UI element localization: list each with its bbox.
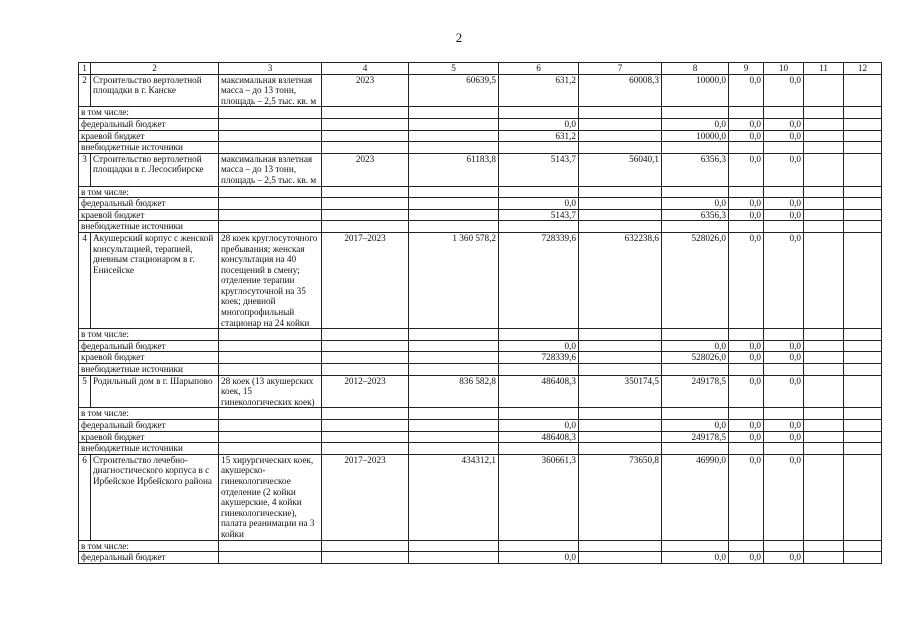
- value-col-8: 528026,0: [662, 352, 729, 364]
- value-col-10: [764, 364, 804, 376]
- empty-cell: [409, 352, 499, 364]
- value-col-10: 0,0: [764, 198, 804, 210]
- empty-cell: [804, 186, 844, 198]
- value-col-6: 728339,6: [499, 232, 579, 328]
- table-row: [79, 232, 882, 328]
- value-col-7: 73650,8: [579, 454, 662, 540]
- empty-cell: [219, 107, 322, 119]
- empty-cell: [804, 340, 844, 352]
- empty-cell: [322, 443, 409, 455]
- value-col-8: 0,0: [662, 118, 729, 130]
- empty-cell: [219, 198, 322, 210]
- empty-cell: [219, 186, 322, 198]
- empty-cell: [219, 130, 322, 142]
- funding-source-label: федеральный бюджет: [79, 552, 219, 564]
- table-subrow: [79, 443, 882, 455]
- value-col-6: [499, 540, 579, 552]
- empty-cell: [322, 431, 409, 443]
- value-col-9: [729, 443, 764, 455]
- empty-cell: [844, 107, 882, 119]
- empty-cell: [322, 364, 409, 376]
- empty-cell: [579, 443, 662, 455]
- value-col-6: 0,0: [499, 420, 579, 432]
- empty-cell: [844, 209, 882, 221]
- empty-cell: [804, 130, 844, 142]
- empty-cell: [322, 186, 409, 198]
- header-cell: 12: [844, 63, 882, 75]
- value-col-10: 0,0: [764, 552, 804, 564]
- value-col-10: 0,0: [764, 232, 804, 328]
- empty-cell: [579, 364, 662, 376]
- value-col-6: [499, 408, 579, 420]
- value-col-9: [729, 364, 764, 376]
- value-col-10: [764, 221, 804, 233]
- empty-cell: [322, 118, 409, 130]
- table-subrow: [79, 408, 882, 420]
- value-col-9: [729, 329, 764, 341]
- empty-cell: [409, 209, 499, 221]
- value-col-10: [764, 186, 804, 198]
- value-col-12: [844, 153, 882, 186]
- empty-cell: [409, 186, 499, 198]
- value-col-11: [804, 454, 844, 540]
- table-subrow: [79, 186, 882, 198]
- empty-cell: [844, 221, 882, 233]
- empty-cell: [219, 431, 322, 443]
- empty-cell: [322, 209, 409, 221]
- empty-cell: [844, 552, 882, 564]
- table-subrow: [79, 364, 882, 376]
- value-col-6: 0,0: [499, 340, 579, 352]
- empty-cell: [409, 118, 499, 130]
- value-col-9: 0,0: [729, 420, 764, 432]
- empty-cell: [579, 431, 662, 443]
- empty-cell: [804, 221, 844, 233]
- header-cell: 3: [219, 63, 322, 75]
- value-col-10: 0,0: [764, 431, 804, 443]
- table-row: [79, 153, 882, 186]
- empty-cell: [579, 198, 662, 210]
- empty-cell: [219, 420, 322, 432]
- value-col-8: 249178,5: [662, 375, 729, 408]
- row-number: 3: [79, 153, 91, 186]
- construction-period: 2017–2023: [322, 232, 409, 328]
- table-subrow: [79, 221, 882, 233]
- value-col-9: 0,0: [729, 431, 764, 443]
- value-col-9: 0,0: [729, 209, 764, 221]
- empty-cell: [322, 107, 409, 119]
- value-col-8: [662, 107, 729, 119]
- object-name: Родильный дом в г. Шарыпово: [91, 375, 219, 408]
- value-col-8: 6356,3: [662, 153, 729, 186]
- value-col-8: 528026,0: [662, 232, 729, 328]
- object-name: Строительство лечебно-диагностического корпуса в с Ирбейское Ирбейского района: [91, 454, 219, 540]
- row-number: 4: [79, 232, 91, 328]
- empty-cell: [322, 408, 409, 420]
- value-col-6: 0,0: [499, 552, 579, 564]
- value-col-10: 0,0: [764, 340, 804, 352]
- empty-cell: [409, 107, 499, 119]
- value-col-11: [804, 232, 844, 328]
- empty-cell: [219, 364, 322, 376]
- empty-cell: [409, 340, 499, 352]
- empty-cell: [579, 352, 662, 364]
- value-col-8: 0,0: [662, 340, 729, 352]
- empty-cell: [219, 540, 322, 552]
- object-capacity: 28 коек (13 акушерских коек, 15 гинекологических коек): [219, 375, 322, 408]
- table-row: [79, 454, 882, 540]
- table-subrow: [79, 209, 882, 221]
- empty-cell: [322, 130, 409, 142]
- value-col-8: 46990,0: [662, 454, 729, 540]
- empty-cell: [409, 552, 499, 564]
- empty-cell: [804, 364, 844, 376]
- object-name: Строительство вертолетной площадки в г. Лесосибирске: [91, 153, 219, 186]
- table-subrow: [79, 329, 882, 341]
- funding-source-label: федеральный бюджет: [79, 420, 219, 432]
- funding-source-label: в том числе:: [79, 408, 219, 420]
- object-capacity: максимальная взлетная масса – до 13 тонн, площадь – 2,5 тыс. кв. м: [219, 74, 322, 107]
- value-col-6: 728339,6: [499, 352, 579, 364]
- funding-source-label: в том числе:: [79, 107, 219, 119]
- empty-cell: [219, 118, 322, 130]
- empty-cell: [804, 408, 844, 420]
- value-col-8: [662, 221, 729, 233]
- funding-source-label: федеральный бюджет: [79, 198, 219, 210]
- empty-cell: [409, 431, 499, 443]
- empty-cell: [219, 221, 322, 233]
- table-subrow: [79, 118, 882, 130]
- object-capacity: 15 хирургических коек, акушерско-гинекологическое отделение (2 койки акушерские, 4 койки гинекологические), палата реанимации на 3 койки: [219, 454, 322, 540]
- construction-period: 2012–2023: [322, 375, 409, 408]
- table-subrow: [79, 198, 882, 210]
- empty-cell: [322, 198, 409, 210]
- empty-cell: [409, 221, 499, 233]
- empty-cell: [322, 329, 409, 341]
- value-col-6: 0,0: [499, 118, 579, 130]
- value-col-6: 5143,7: [499, 209, 579, 221]
- construction-period: 2017–2023: [322, 454, 409, 540]
- empty-cell: [219, 443, 322, 455]
- value-col-8: [662, 443, 729, 455]
- empty-cell: [804, 142, 844, 154]
- value-col-6: 631,2: [499, 74, 579, 107]
- funding-source-label: внебюджетные источники: [79, 364, 219, 376]
- empty-cell: [322, 540, 409, 552]
- empty-cell: [804, 352, 844, 364]
- value-col-9: 0,0: [729, 118, 764, 130]
- empty-cell: [322, 221, 409, 233]
- value-col-8: 0,0: [662, 552, 729, 564]
- value-col-6: [499, 364, 579, 376]
- empty-cell: [409, 420, 499, 432]
- value-col-8: [662, 142, 729, 154]
- row-number: 2: [79, 74, 91, 107]
- value-col-9: [729, 408, 764, 420]
- value-col-8: 0,0: [662, 420, 729, 432]
- empty-cell: [409, 130, 499, 142]
- value-col-7: 60008,3: [579, 74, 662, 107]
- value-col-9: 0,0: [729, 153, 764, 186]
- value-col-7: 632238,6: [579, 232, 662, 328]
- value-col-9: 0,0: [729, 340, 764, 352]
- value-col-8: 10000,0: [662, 130, 729, 142]
- empty-cell: [579, 221, 662, 233]
- header-cell: 8: [662, 63, 729, 75]
- funding-source-label: в том числе:: [79, 186, 219, 198]
- empty-cell: [804, 540, 844, 552]
- empty-cell: [219, 352, 322, 364]
- value-col-9: 0,0: [729, 130, 764, 142]
- value-col-10: 0,0: [764, 375, 804, 408]
- funding-table: [78, 62, 882, 564]
- value-col-9: [729, 186, 764, 198]
- value-col-10: 0,0: [764, 74, 804, 107]
- estimated-cost: 61183,8: [409, 153, 499, 186]
- value-col-7: 56040,1: [579, 153, 662, 186]
- value-col-8: 10000,0: [662, 74, 729, 107]
- value-col-8: 0,0: [662, 198, 729, 210]
- value-col-12: [844, 454, 882, 540]
- value-col-9: 0,0: [729, 74, 764, 107]
- empty-cell: [844, 443, 882, 455]
- empty-cell: [579, 408, 662, 420]
- funding-source-label: внебюджетные источники: [79, 142, 219, 154]
- empty-cell: [409, 329, 499, 341]
- funding-source-label: краевой бюджет: [79, 352, 219, 364]
- object-name: Акушерский корпус с женской консультацией, терапией, дневным стационаром в г. Енисейске: [91, 232, 219, 328]
- header-cell: 2: [91, 63, 219, 75]
- value-col-9: [729, 221, 764, 233]
- table-subrow: [79, 420, 882, 432]
- empty-cell: [409, 364, 499, 376]
- value-col-12: [844, 74, 882, 107]
- row-number: 6: [79, 454, 91, 540]
- page-number: 2: [455, 30, 463, 45]
- value-col-6: [499, 142, 579, 154]
- value-col-6: 486408,3: [499, 375, 579, 408]
- header-cell: 9: [729, 63, 764, 75]
- table-subrow: [79, 352, 882, 364]
- empty-cell: [322, 142, 409, 154]
- empty-cell: [409, 408, 499, 420]
- value-col-10: 0,0: [764, 118, 804, 130]
- empty-cell: [844, 364, 882, 376]
- table-subrow: [79, 130, 882, 142]
- empty-cell: [804, 431, 844, 443]
- value-col-6: [499, 186, 579, 198]
- table-row: [79, 74, 882, 107]
- value-col-10: [764, 107, 804, 119]
- value-col-6: 631,2: [499, 130, 579, 142]
- empty-cell: [804, 107, 844, 119]
- value-col-10: 0,0: [764, 454, 804, 540]
- empty-cell: [844, 329, 882, 341]
- empty-cell: [322, 552, 409, 564]
- empty-cell: [579, 209, 662, 221]
- estimated-cost: 60639,5: [409, 74, 499, 107]
- value-col-10: [764, 408, 804, 420]
- empty-cell: [844, 186, 882, 198]
- empty-cell: [844, 420, 882, 432]
- empty-cell: [322, 340, 409, 352]
- value-col-9: 0,0: [729, 198, 764, 210]
- value-col-10: [764, 329, 804, 341]
- table-subrow: [79, 142, 882, 154]
- header-row: [79, 63, 882, 75]
- funding-source-label: федеральный бюджет: [79, 118, 219, 130]
- empty-cell: [579, 540, 662, 552]
- empty-cell: [409, 540, 499, 552]
- construction-period: 2023: [322, 74, 409, 107]
- value-col-8: [662, 329, 729, 341]
- value-col-11: [804, 74, 844, 107]
- value-col-6: 360661,3: [499, 454, 579, 540]
- value-col-11: [804, 153, 844, 186]
- funding-source-label: внебюджетные источники: [79, 221, 219, 233]
- value-col-8: [662, 408, 729, 420]
- value-col-8: [662, 186, 729, 198]
- value-col-6: 0,0: [499, 198, 579, 210]
- value-col-12: [844, 232, 882, 328]
- value-col-10: 0,0: [764, 153, 804, 186]
- funding-source-label: краевой бюджет: [79, 130, 219, 142]
- empty-cell: [844, 408, 882, 420]
- empty-cell: [804, 420, 844, 432]
- table-row: [79, 375, 882, 408]
- value-col-6: 486408,3: [499, 431, 579, 443]
- estimated-cost: 836 582,8: [409, 375, 499, 408]
- estimated-cost: 434312,1: [409, 454, 499, 540]
- empty-cell: [579, 118, 662, 130]
- value-col-6: [499, 221, 579, 233]
- empty-cell: [579, 130, 662, 142]
- empty-cell: [844, 142, 882, 154]
- empty-cell: [579, 329, 662, 341]
- value-col-9: 0,0: [729, 352, 764, 364]
- value-col-9: 0,0: [729, 552, 764, 564]
- empty-cell: [579, 420, 662, 432]
- empty-cell: [844, 118, 882, 130]
- value-col-10: [764, 540, 804, 552]
- table-subrow: [79, 540, 882, 552]
- value-col-6: 5143,7: [499, 153, 579, 186]
- header-cell: 1: [79, 63, 91, 75]
- empty-cell: [219, 209, 322, 221]
- value-col-10: [764, 443, 804, 455]
- value-col-10: 0,0: [764, 130, 804, 142]
- funding-source-label: краевой бюджет: [79, 431, 219, 443]
- object-capacity: максимальная взлетная масса – до 13 тонн, площадь – 2,5 тыс. кв. м: [219, 153, 322, 186]
- value-col-6: [499, 329, 579, 341]
- value-col-10: 0,0: [764, 420, 804, 432]
- value-col-8: 249178,5: [662, 431, 729, 443]
- empty-cell: [219, 340, 322, 352]
- value-col-9: [729, 107, 764, 119]
- empty-cell: [844, 352, 882, 364]
- value-col-8: [662, 540, 729, 552]
- empty-cell: [219, 329, 322, 341]
- empty-cell: [322, 420, 409, 432]
- empty-cell: [579, 552, 662, 564]
- value-col-8: 6356,3: [662, 209, 729, 221]
- row-number: 5: [79, 375, 91, 408]
- funding-source-label: в том числе:: [79, 540, 219, 552]
- estimated-cost: 1 360 578,2: [409, 232, 499, 328]
- value-col-9: 0,0: [729, 375, 764, 408]
- value-col-7: 350174,5: [579, 375, 662, 408]
- funding-source-label: внебюджетные источники: [79, 443, 219, 455]
- empty-cell: [219, 552, 322, 564]
- header-cell: 6: [499, 63, 579, 75]
- empty-cell: [579, 107, 662, 119]
- empty-cell: [579, 186, 662, 198]
- table-subrow: [79, 431, 882, 443]
- construction-period: 2023: [322, 153, 409, 186]
- empty-cell: [804, 329, 844, 341]
- value-col-10: 0,0: [764, 209, 804, 221]
- table-subrow: [79, 340, 882, 352]
- value-col-11: [804, 375, 844, 408]
- value-col-6: [499, 107, 579, 119]
- funding-source-label: федеральный бюджет: [79, 340, 219, 352]
- empty-cell: [844, 431, 882, 443]
- value-col-9: [729, 142, 764, 154]
- object-capacity: 28 коек круглосуточного пребывания; женская консультация на 40 посещений в смену; отделение терапии круглосуточной на 35 коек; дневной многопрофильный стационар на 24 койки: [219, 232, 322, 328]
- table-subrow: [79, 552, 882, 564]
- header-cell: 7: [579, 63, 662, 75]
- object-name: Строительство вертолетной площадки в г. Канске: [91, 74, 219, 107]
- empty-cell: [804, 443, 844, 455]
- header-cell: 5: [409, 63, 499, 75]
- empty-cell: [219, 408, 322, 420]
- value-col-9: 0,0: [729, 454, 764, 540]
- empty-cell: [804, 209, 844, 221]
- empty-cell: [579, 340, 662, 352]
- value-col-9: 0,0: [729, 232, 764, 328]
- value-col-10: 0,0: [764, 352, 804, 364]
- empty-cell: [844, 340, 882, 352]
- value-col-12: [844, 375, 882, 408]
- empty-cell: [219, 142, 322, 154]
- funding-source-label: краевой бюджет: [79, 209, 219, 221]
- empty-cell: [579, 142, 662, 154]
- empty-cell: [844, 130, 882, 142]
- empty-cell: [804, 552, 844, 564]
- value-col-9: [729, 540, 764, 552]
- value-col-10: [764, 142, 804, 154]
- empty-cell: [322, 352, 409, 364]
- empty-cell: [804, 198, 844, 210]
- header-cell: 4: [322, 63, 409, 75]
- header-cell: 11: [804, 63, 844, 75]
- empty-cell: [844, 198, 882, 210]
- table-subrow: [79, 107, 882, 119]
- empty-cell: [409, 142, 499, 154]
- empty-cell: [844, 540, 882, 552]
- value-col-8: [662, 364, 729, 376]
- funding-source-label: в том числе:: [79, 329, 219, 341]
- empty-cell: [409, 443, 499, 455]
- empty-cell: [804, 118, 844, 130]
- header-cell: 10: [764, 63, 804, 75]
- value-col-6: [499, 443, 579, 455]
- empty-cell: [409, 198, 499, 210]
